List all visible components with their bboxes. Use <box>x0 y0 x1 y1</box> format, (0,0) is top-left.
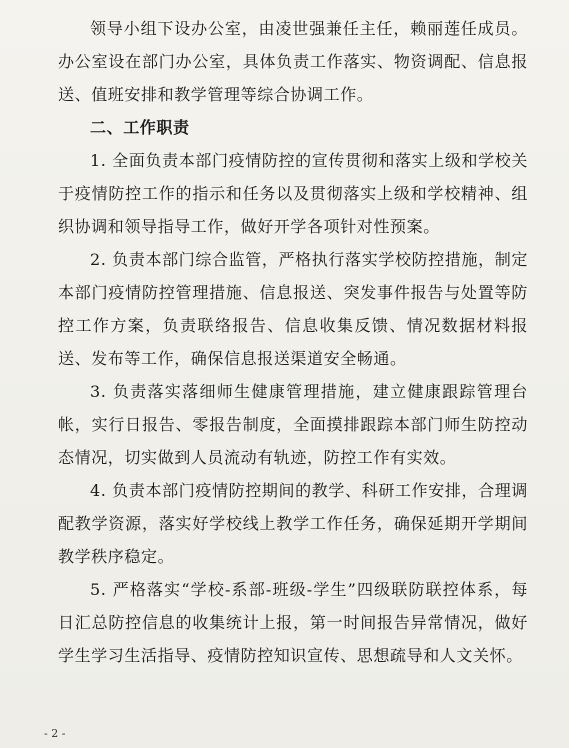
paragraph-duty-5: 5. 严格落实“学校-系部-班级-学生”四级联防联控体系，每日汇总防控信息的收集统计上报，第一时间报告异常情况，做好学生学习生活指导、疫情防控知识宣传、思想疏导和人文关怀。 <box>58 580 528 665</box>
paragraph-duty-3: 3. 负责落实落细师生健康管理措施，建立健康跟踪管理台帐，实行日报告、零报告制度，全面摸排跟踪本部门师生防控动态情况，切实做到人员流动有轨迹，防控工作有实效。 <box>58 382 528 467</box>
paragraph-duty-2: 2. 负责本部门综合监管，严格执行落实学校防控措施，制定本部门疫情防控管理措施、信息报送、突发事件报告与处置等防控工作方案，负责联络报告、信息收集反馈、情况数据材料报送、发布等工作，确保信息报送渠道安全畅通。 <box>58 250 528 368</box>
paragraph-office: 领导小组下设办公室，由凌世强兼任主任，赖丽莲任成员。办公室设在部门办公室，具体负责工作落实、物资调配、信息报送、值班安排和教学管理等综合协调工作。 <box>58 19 528 104</box>
paragraph-duty-4: 4. 负责本部门疫情防控期间的教学、科研工作安排，合理调配教学资源，落实好学校线上教学工作任务，确保延期开学期间教学秩序稳定。 <box>58 481 528 566</box>
page-number: - 2 - <box>44 727 66 740</box>
paragraph-duty-1: 1. 全面负责本部门疫情防控的宣传贯彻和落实上级和学校关于疫情防控工作的指示和任务以及贯彻落实上级和学校精神、组织协调和领导指导工作，做好开学各项针对性预案。 <box>58 151 528 236</box>
document-body <box>58 12 528 672</box>
section-heading-duties: 二、工作职责 <box>90 118 190 137</box>
